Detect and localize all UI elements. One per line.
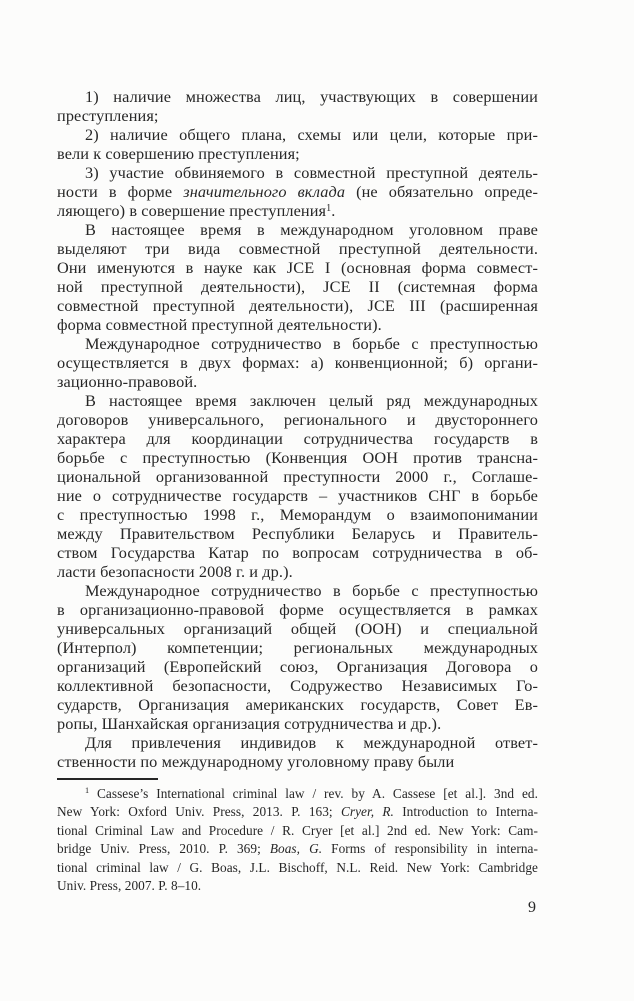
text-line [57,315,538,334]
text-line [57,353,538,372]
text-segment: ством Государства Катар по вопросам сотрудничества в об- [57,543,538,562]
text-segment: Cassese’s International criminal law / rev. by A. Cassese [et al.]. 3nd ed. [89,786,538,801]
text-line [57,803,538,821]
text-segment: организаций (Европейский союз, Организация Договора о [57,657,538,676]
paragraph [57,220,538,334]
text-segment: форма совместной преступной деятельности). [57,315,382,334]
text-segment: преступления; [57,106,159,125]
text-segment: совместной преступной деятельности), JCE III (расширенная [57,296,538,315]
text-segment: вели к совершению преступления; [57,144,300,163]
text-line [57,877,538,895]
text-segment: ности в форме [57,182,184,201]
text-line [57,277,538,296]
text-line [57,372,538,391]
text-segment: сударств, Организация американских государств, Совет Ев- [57,695,538,714]
text-line [57,822,538,840]
text-segment: Introduction to Interna- [393,804,539,820]
main-text-column [57,87,538,771]
text-segment: между Правительством Республики Беларусь и Правитель- [57,524,538,543]
text-segment: договоров универсального, регионального и двустороннего [57,410,538,429]
text-segment: Международное сотрудничество в борьбе с преступностью [85,334,538,353]
paragraph [57,87,538,125]
text-line [57,840,538,858]
text-line [57,334,538,353]
text-segment: Международное сотрудничество в борьбе с преступностью [85,581,538,600]
text-segment: В настоящее время в международном уголовном праве [85,220,538,239]
text-segment: коллективной безопасности, Содружество Независимых Го- [57,676,538,695]
text-line [57,785,538,803]
text-line [57,714,538,733]
text-line [57,467,538,486]
paragraph [57,334,538,391]
text-line [57,676,538,695]
text-line [57,505,538,524]
text-line [57,657,538,676]
paragraph [57,581,538,733]
text-line [57,600,538,619]
text-segment: 2) наличие общего плана, схемы или цели, которые при- [85,125,538,144]
text-line [57,562,538,581]
paragraph [57,733,538,771]
text-line [57,410,538,429]
text-line [57,581,538,600]
text-segment: циональной организованной преступности 2000 г., Соглаше- [57,467,538,486]
footnote-text [57,785,538,895]
text-segment: Univ. Press, 2007. P. 8–10. [57,878,202,894]
text-line [57,182,538,201]
text-segment: New York: Oxford Univ. Press, 2013. P. 163; [57,804,341,820]
text-segment: Forms of responsibility in interna- [322,841,538,857]
text-segment: . [331,201,336,220]
text-line [57,859,538,877]
footnote-ref: 1 [85,786,90,795]
text-line [57,429,538,448]
text-line [57,220,538,239]
italic-phrase: Cryer, R. [340,804,394,820]
text-segment: зационно-правовой. [57,372,198,391]
text-segment: 3) участие обвиняемого в совместной преступной деятель- [85,163,538,182]
text-line [57,543,538,562]
text-line [57,619,538,638]
paragraph [57,163,538,220]
text-segment: ственности по международному уголовному праву были [57,752,455,771]
text-segment: осуществляется в двух формах: а) конвенционной; б) органи- [57,353,538,372]
text-line [57,201,538,220]
italic-phrase: Boas, G. [269,841,323,857]
text-line [57,87,538,106]
paragraph [57,125,538,163]
text-segment: (не обязательно опреде- [345,182,538,201]
text-segment: Для привлечения индивидов к международной ответ- [85,733,538,752]
text-segment: с преступностью 1998 г., Меморандум о взаимопонимании [57,505,538,524]
text-segment: универсальных организаций общей (ООН) и специальной [57,619,538,638]
text-segment: в организационно-правовой форме осуществляется в рамках [57,600,538,619]
text-segment: bridge Univ. Press, 2010. P. 369; [57,841,270,857]
text-segment: (Интерпол) компетенции; региональных международных [57,638,538,657]
text-line [57,752,538,771]
text-segment: ной преступной деятельности), JCE II (системная форма [57,277,538,296]
text-segment: борьбе с преступностью (Конвенция ООН против трансна- [57,448,538,467]
text-line [57,106,538,125]
text-segment: характера для координации сотрудничества государств в [57,429,538,448]
text-line [57,524,538,543]
text-line [57,144,538,163]
text-segment: ляющего) в совершение преступления [57,201,327,220]
text-segment: ние о сотрудничестве государств – участников СНГ в борьбе [57,486,538,505]
text-segment: В настоящее время заключен целый ряд международных [85,391,538,410]
text-segment: ропы, Шанхайская организация сотрудничества и др.). [57,714,442,733]
text-line [57,125,538,144]
footnote-ref: 1 [326,203,332,214]
text-segment: выделяют три вида совместной преступной деятельности. [57,239,538,258]
text-line [57,239,538,258]
text-segment: 1) наличие множества лиц, участвующих в совершении [85,87,538,106]
text-line [57,486,538,505]
italic-phrase: значительного вклада [183,182,346,201]
text-line [57,733,538,752]
text-line [57,391,538,410]
page-number: 9 [528,899,536,916]
paragraph [57,391,538,581]
text-segment: ласти безопасности 2008 г. и др.). [57,562,293,581]
text-line [57,163,538,182]
text-segment: tional criminal law / G. Boas, J.L. Bischoff, N.L. Reid. New York: Cambridge [57,859,538,875]
text-segment: tional Criminal Law and Procedure / R. Cryer [et al.] 2nd ed. New York: Cam- [57,822,538,838]
text-line [57,695,538,714]
text-line [57,638,538,657]
text-line [57,258,538,277]
text-line [57,296,538,315]
text-segment: Они именуются в науке как JCE I (основная форма совмест- [57,258,538,277]
footnote [57,778,538,895]
text-line [57,448,538,467]
footnote-separator [57,778,158,780]
